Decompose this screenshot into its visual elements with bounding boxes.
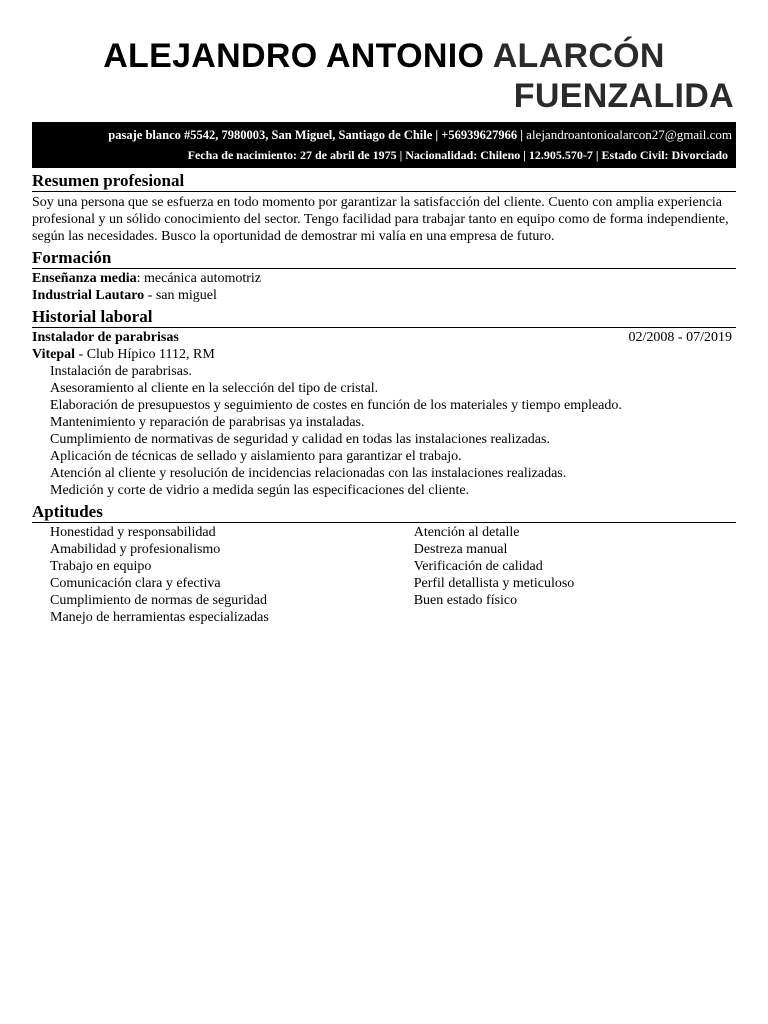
job-task: Asesoramiento al cliente en la selección del tipo de cristal. [50, 381, 379, 396]
skill-item: Verificación de calidad [413, 559, 543, 574]
job-task: Atención al cliente y resolución de incidencias relacionadas con las instalaciones realizadas. [50, 466, 567, 481]
contact-email[interactable]: alejandroantonioalarcon27@gmail.com [526, 127, 732, 142]
job-task: Cumplimiento de normativas de seguridad y calidad en todas las instalaciones realizadas. [50, 432, 550, 447]
job-tasks [32, 363, 736, 499]
job-company: Vitepal [32, 347, 76, 362]
skill-item: Atención al detalle [413, 525, 520, 540]
job-location: - Club Hípico 1112, RM [75, 347, 215, 362]
skill-item: Honestidad y responsabilidad [50, 525, 216, 540]
candidate-name [32, 36, 736, 116]
first-names: ALEJANDRO ANTONIO [103, 37, 485, 75]
skill-item: Amabilidad y profesionalismo [50, 542, 221, 557]
job-task: Mantenimiento y reparación de parabrisas ya instaladas. [50, 415, 365, 430]
education-item-detail: - san miguel [144, 288, 217, 303]
education-item-name: Enseñanza media [32, 271, 137, 286]
job-task: Elaboración de presupuestos y seguimiento de costes en función de los materiales y tiempo empleado. [50, 398, 622, 413]
education-item [32, 287, 736, 304]
job-company-line [32, 346, 736, 363]
skills-title: Aptitudes [32, 502, 736, 523]
skill-item: Destreza manual [413, 542, 508, 557]
contact-bar [32, 122, 736, 168]
skill-item: Manejo de herramientas especializadas [50, 610, 269, 625]
job-header [32, 329, 736, 346]
education-item [32, 270, 736, 287]
job-task: Medición y corte de vidrio a medida según las especificaciones del cliente. [50, 483, 470, 498]
education-item-detail: : mecánica automotriz [136, 271, 262, 286]
education-title: Formación [32, 248, 736, 269]
skill-item: Cumplimiento de normas de seguridad [50, 593, 267, 608]
summary-section [32, 171, 736, 245]
skills-column-2 [396, 524, 736, 626]
education-list [32, 270, 736, 304]
contact-personal-info: Fecha de nacimiento: 27 de abril de 1975 | Nacionalidad: Chileno | 12.905.570-7 | Estado Civil: Divorciado [187, 148, 728, 162]
skills-columns [32, 524, 736, 626]
skills-column-1 [32, 524, 396, 626]
job-dates: 02/2008 - 07/2019 [628, 330, 732, 345]
skill-item: Trabajo en equipo [50, 559, 152, 574]
job-task: Instalación de parabrisas. [50, 364, 192, 379]
skill-item: Perfil detallista y meticuloso [413, 576, 575, 591]
contact-address-phone: pasaje blanco #5542, 7980003, San Miguel, Santiago de Chile | +56939627966 | [108, 128, 524, 142]
education-item-name: Industrial Lautaro [32, 288, 145, 303]
last-name-2: FUENZALIDA [513, 77, 734, 115]
summary-text: Soy una persona que se esfuerza en todo momento por garantizar la satisfacción del cliente. Cuento con amplia experiencia profesional y un sólido conocimiento del sector. Tengo facilidad para trabajar tanto en equipo como de forma independiente, según las necesidades. Busco la oportunidad de demostrar mi valía en una empresa de futuro. [32, 195, 729, 244]
skills-section [32, 502, 736, 626]
skill-item: Comunicación clara y efectiva [50, 576, 221, 591]
summary-title: Resumen profesional [32, 171, 736, 192]
work-section [32, 307, 736, 499]
job-position: Instalador de parabrisas [32, 330, 179, 345]
education-section [32, 248, 736, 304]
resume-page [32, 0, 736, 626]
work-title: Historial laboral [32, 307, 736, 328]
job-task: Aplicación de técnicas de sellado y aislamiento para garantizar el trabajo. [50, 449, 462, 464]
last-name-1: ALARCÓN [492, 37, 665, 75]
skill-item: Buen estado físico [413, 593, 518, 608]
